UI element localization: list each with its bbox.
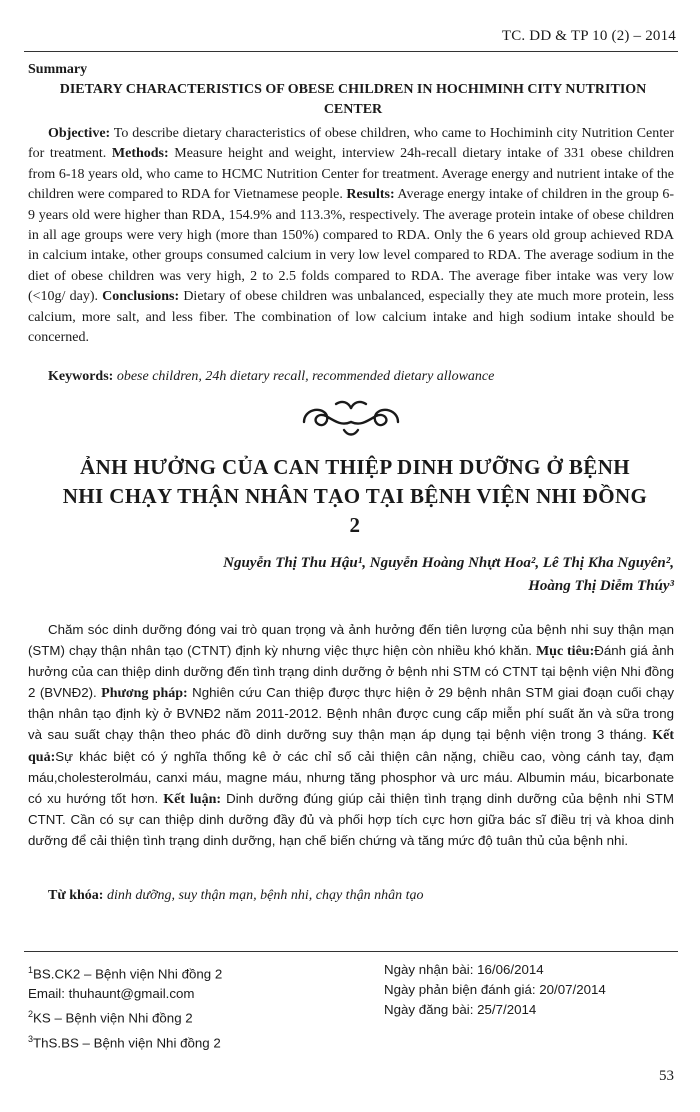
affiliation-2-text: KS – Bệnh viện Nhi đồng 2 [33,1010,193,1026]
keywords-label: Keywords: [48,369,114,384]
summary-label: Summary [28,62,88,77]
page-number: 53 [659,1068,674,1084]
vn-methods-text: Nghiên cứu Can thiệp được thực hiện ở 29 bệnh nhân STM giai đoạn cuối chạy thận nhân tạo định kỳ ở BVNĐ2 năm 2011-2012. Bệnh nhân được cung cấp miễn phí suất ăn và sữa trong và sau suất chạy thận theo phác đồ dinh dưỡng suy thận mạn áp dụng tại bệnh viện trong 3 tháng. [28,684,674,742]
affiliation-3-mark: 3 [28,1033,34,1044]
affiliation-3 [28,1029,222,1053]
keywords-text: obese children, 24h dietary recall, recommended dietary allowance [113,369,495,384]
conclusions-label: Conclusions: [102,289,180,305]
results-text: Average energy intake of children in the group 6-9 years old were higher than RDA, 154.9% and 113.3%, respectively. The average protein intake of obese children in all age groups were very high (more than 150%) compared to RDA. Only the 6 years old group achieved RDA in calcium intake, other groups consumed calcium in very low level compared to RDA. The average sodium in the diet of obese children was very high, 2 to 2.5 folds compared to RDA. The average fiber intake was very low (<10g/ day). [28,187,674,305]
date-received: Ngày nhận bài: 16/06/2014 [384,962,544,977]
vn-methods-label: Phương pháp: [101,685,188,701]
footer-divider [24,951,678,952]
vn-keywords-text: dinh dưỡng, suy thận mạn, bệnh nhi, chạy thận nhân tạo [103,888,424,903]
affiliation-2 [28,1004,222,1028]
authors-line-2: Hoàng Thị Diễm Thúy³ [528,578,674,594]
vn-objective-text: Đánh giá ảnh hưởng của can thiệp dinh dưỡng đến tình trạng dinh dưỡng ở bệnh nhi STM có CTNT tại bệnh viện Nhi đồng 2 (BVNĐ2). [28,642,675,700]
vn-conclusion-text: Dinh dưỡng đúng giúp cải thiện tình trạng dinh dưỡng của bệnh nhi STM CTNT. Cần có sự can thiệp dinh dưỡng đầy đủ và phối hợp tích cực hơn giữa bác sĩ điều trị và khoa dinh dưỡng để cải thiện tình trạng dinh dưỡng, hạn chế biến chứng và tăng mức độ tuân thủ của bệnh nhi. [28,790,675,848]
authors [223,552,674,598]
affiliation-1 [28,960,222,984]
english-keywords [48,367,674,387]
vn-objective-label: Mục tiêu: [535,643,595,659]
english-title: DIETARY CHARACTERISTICS OF OBESE CHILDREN IN HOCHIMINH CITY NUTRITION CENTER [59,82,647,117]
vn-results-label: Kết quả: [28,727,674,765]
vietnamese-title: ẢNH HƯỞNG CỦA CAN THIỆP DINH DƯỠNG Ở BỆNH NHI CHẠY THẬN NHÂN TẠO TẠI BỆNH VIỆN NHI ĐỒNG 2 [62,455,648,537]
author-email: Email: thuhaunt@gmail.com [28,986,195,1002]
journal-header: TC. DD & TP 10 (2) – 2014 [501,28,676,44]
results-label: Results: [346,187,395,203]
affiliation-1-mark: 1 [28,965,34,975]
methods-label: Methods: [111,146,169,162]
objective-text: To describe dietary characteristics of obese children, who came to Hochiminh city Nutrition Center for treatment. [28,126,674,162]
affiliation-3-text: ThS.BS – Bệnh viện Nhi đồng 2 [33,1035,221,1051]
conclusions-text: Dietary of obese children was unbalanced, especially they ate much more protein, less calcium, more salt, and less fiber. The combination of low calcium intake and high sodium intake should be concerned. [28,289,674,346]
affiliation-1-text: BS.CK2 – Bệnh viện Nhi đồng 2 [33,966,223,982]
article-dates [384,960,606,1020]
date-reviewed: Ngày phản biện đánh giá: 20/07/2014 [384,982,606,997]
vietnamese-keywords [48,885,674,906]
ornament-divider-icon [296,392,406,442]
date-accepted: Ngày đăng bài: 25/7/2014 [384,1002,537,1017]
methods-text: Measure height and weight, interview 24h-recall dietary intake of 331 obese children from 6-18 years old, who came to HCMC Nutrition Center for treatment. Average energy and nutrient intake of the children were compared to RDA for Vietnamese people. [28,146,674,203]
objective-label: Objective: [48,126,111,141]
affiliations [28,960,222,1053]
header-divider [24,51,678,52]
english-abstract [28,124,674,348]
vn-results-text: Sự khác biệt có ý nghĩa thống kê ở các chỉ số cải thiện cân nặng, chiều cao, vòng cánh tay, đạm máu,cholesterolmáu, canxi máu, magne máu, nhưng tăng phosphor và urc máu. Albumin máu, bicarbonate có xu hướng tốt hơn. [28,748,674,806]
authors-line-1: Nguyễn Thị Thu Hậu¹, Nguyễn Hoàng Nhựt Hoa², Lê Thị Kha Nguyên², [223,555,674,571]
vietnamese-abstract [28,620,674,852]
intro-text: Chăm sóc dinh dưỡng đóng vai trò quan trọng và ảnh hưởng đến tiên lượng của bệnh nhi suy thận mạn (STM) chạy thận nhân tạo (CTNT) định kỳ nhưng việc thực hiện còn nhiều khó khăn. [28,622,674,658]
affiliation-2-mark: 2 [28,1009,34,1020]
vn-keywords-label: Từ khóa: [48,888,104,903]
vn-conclusion-label: Kết luận: [163,791,222,807]
